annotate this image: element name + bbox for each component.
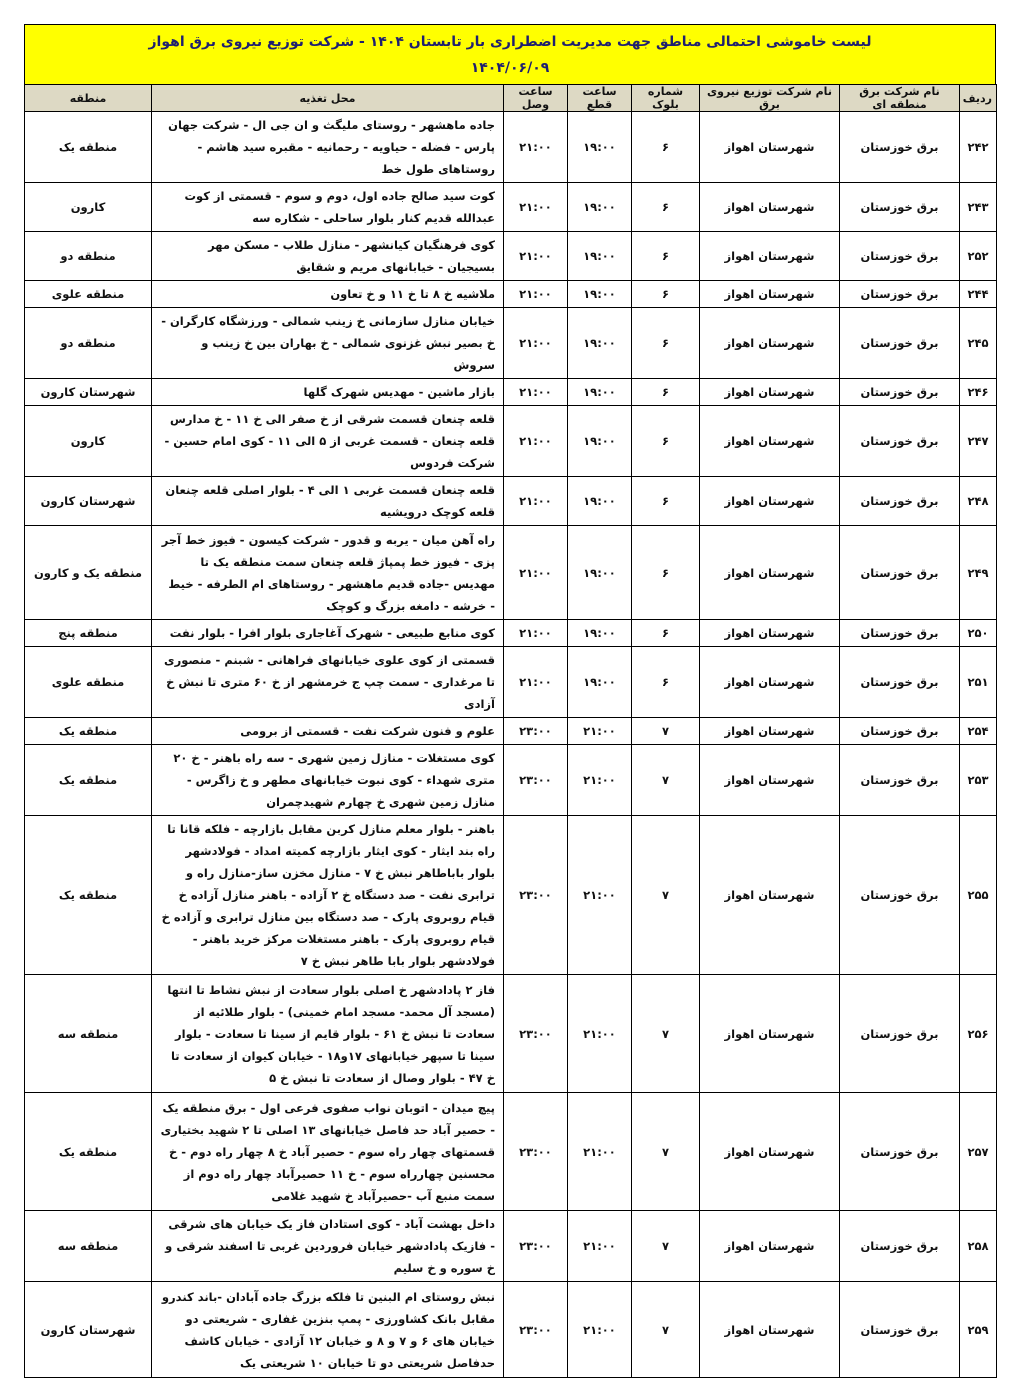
cell-cut-time: ۱۹:۰۰ bbox=[568, 379, 632, 406]
cell-block: ۷ bbox=[632, 1282, 700, 1378]
cell-location: ملاشیه خ ۸ تا خ ۱۱ و خ تعاون bbox=[152, 281, 504, 308]
cell-region: کارون bbox=[25, 183, 152, 232]
cell-regional-company: برق خوزستان bbox=[840, 183, 960, 232]
cell-distribution-company: شهرستان اهواز bbox=[700, 816, 840, 975]
cell-connect-time: ۲۱:۰۰ bbox=[504, 281, 568, 308]
cell-cut-time: ۲۱:۰۰ bbox=[568, 745, 632, 816]
cell-region: منطقه سه bbox=[25, 975, 152, 1093]
cell-distribution-company: شهرستان اهواز bbox=[700, 975, 840, 1093]
cell-location: جاده ماهشهر - روستای ملیگث و ان جی ال - شرکت جهان پارس - فضله - حیاویه - رحمانیه - مقبره سید هاشم - روستاهای طول خط bbox=[152, 112, 504, 183]
cell-location: خیابان منازل سازمانی خ زینب شمالی - ورزشگاه کارگران - خ بصیر نبش غزنوی شمالی - خ بهاران بین خ زینب و سروش bbox=[152, 308, 504, 379]
cell-distribution-company: شهرستان اهواز bbox=[700, 718, 840, 745]
cell-connect-time: ۲۳:۰۰ bbox=[504, 1282, 568, 1378]
cell-regional-company: برق خوزستان bbox=[840, 1211, 960, 1282]
cell-location: قلعه چنعان قسمت غربی ۱ الی ۴ - بلوار اصلی قلعه چنعان قلعه کوچک درویشیه bbox=[152, 477, 504, 526]
cell-row-number: ۲۴۸ bbox=[960, 477, 997, 526]
cell-connect-time: ۲۱:۰۰ bbox=[504, 647, 568, 718]
cell-distribution-company: شهرستان اهواز bbox=[700, 183, 840, 232]
table-row bbox=[25, 718, 997, 745]
cell-cut-time: ۱۹:۰۰ bbox=[568, 308, 632, 379]
cell-block: ۶ bbox=[632, 183, 700, 232]
cell-connect-time: ۲۱:۰۰ bbox=[504, 232, 568, 281]
cell-region: منطقه علوی bbox=[25, 281, 152, 308]
title-line-1: لیست خاموشی احتمالی مناطق جهت مدیریت اضطراری بار تابستان ۱۴۰۴ - شرکت توزیع نیروی برق اهواز bbox=[148, 34, 872, 50]
cell-connect-time: ۲۱:۰۰ bbox=[504, 112, 568, 183]
cell-row-number: ۲۴۹ bbox=[960, 526, 997, 620]
cell-connect-time: ۲۱:۰۰ bbox=[504, 379, 568, 406]
cell-connect-time: ۲۳:۰۰ bbox=[504, 1211, 568, 1282]
cell-row-number: ۲۵۶ bbox=[960, 975, 997, 1093]
cell-regional-company: برق خوزستان bbox=[840, 379, 960, 406]
cell-regional-company: برق خوزستان bbox=[840, 526, 960, 620]
header-block: شماره بلوک bbox=[632, 85, 700, 112]
cell-connect-time: ۲۱:۰۰ bbox=[504, 620, 568, 647]
cell-connect-time: ۲۱:۰۰ bbox=[504, 477, 568, 526]
cell-block: ۶ bbox=[632, 620, 700, 647]
header-row-number: ردیف bbox=[960, 85, 997, 112]
cell-row-number: ۲۵۵ bbox=[960, 816, 997, 975]
cell-distribution-company: شهرستان اهواز bbox=[700, 647, 840, 718]
cell-row-number: ۲۴۷ bbox=[960, 406, 997, 477]
cell-cut-time: ۱۹:۰۰ bbox=[568, 526, 632, 620]
cell-cut-time: ۲۱:۰۰ bbox=[568, 1282, 632, 1378]
cell-distribution-company: شهرستان اهواز bbox=[700, 1211, 840, 1282]
cell-cut-time: ۱۹:۰۰ bbox=[568, 406, 632, 477]
outage-table bbox=[24, 84, 997, 1378]
cell-regional-company: برق خوزستان bbox=[840, 718, 960, 745]
cell-block: ۷ bbox=[632, 1211, 700, 1282]
cell-block: ۷ bbox=[632, 718, 700, 745]
header-regional-company: نام شرکت برق منطقه ای bbox=[840, 85, 960, 112]
cell-location: کوت سید صالح جاده اول، دوم و سوم - قسمتی از کوت عبدالله قدیم کنار بلوار ساحلی - شکاره سه bbox=[152, 183, 504, 232]
cell-cut-time: ۱۹:۰۰ bbox=[568, 281, 632, 308]
cell-row-number: ۲۵۷ bbox=[960, 1093, 997, 1211]
cell-row-number: ۲۴۶ bbox=[960, 379, 997, 406]
table-row bbox=[25, 308, 997, 379]
cell-location: راه آهن میان - یربه و قدور - شرکت کیسون - فیوز خط آجر پزی - فیوز خط پمپاژ قلعه چنعان سمت منطقه یک تا مهدیس -جاده قدیم ماهشهر - روستاهای ام الطرفه - خیط - خرشه - دامغه بزرگ و کوچک bbox=[152, 526, 504, 620]
cell-distribution-company: شهرستان اهواز bbox=[700, 112, 840, 183]
cell-distribution-company: شهرستان اهواز bbox=[700, 308, 840, 379]
cell-location: کوی فرهنگیان کیانشهر - منازل طلاب - مسکن مهر بسیجیان - خیابانهای مریم و شقایق bbox=[152, 232, 504, 281]
cell-cut-time: ۲۱:۰۰ bbox=[568, 1211, 632, 1282]
table-row bbox=[25, 379, 997, 406]
cell-regional-company: برق خوزستان bbox=[840, 620, 960, 647]
table-row bbox=[25, 406, 997, 477]
cell-connect-time: ۲۱:۰۰ bbox=[504, 406, 568, 477]
cell-row-number: ۲۵۱ bbox=[960, 647, 997, 718]
cell-regional-company: برق خوزستان bbox=[840, 1282, 960, 1378]
cell-cut-time: ۲۱:۰۰ bbox=[568, 975, 632, 1093]
cell-region: منطقه یک bbox=[25, 112, 152, 183]
cell-row-number: ۲۵۸ bbox=[960, 1211, 997, 1282]
sheet-title bbox=[24, 24, 996, 84]
cell-connect-time: ۲۳:۰۰ bbox=[504, 975, 568, 1093]
cell-regional-company: برق خوزستان bbox=[840, 647, 960, 718]
cell-regional-company: برق خوزستان bbox=[840, 112, 960, 183]
table-row bbox=[25, 232, 997, 281]
table-row bbox=[25, 816, 997, 975]
cell-region: منطقه یک bbox=[25, 718, 152, 745]
cell-region: منطقه یک bbox=[25, 745, 152, 816]
cell-block: ۷ bbox=[632, 1093, 700, 1211]
cell-distribution-company: شهرستان اهواز bbox=[700, 477, 840, 526]
cell-regional-company: برق خوزستان bbox=[840, 745, 960, 816]
cell-regional-company: برق خوزستان bbox=[840, 477, 960, 526]
cell-regional-company: برق خوزستان bbox=[840, 281, 960, 308]
cell-block: ۶ bbox=[632, 647, 700, 718]
cell-row-number: ۲۴۴ bbox=[960, 281, 997, 308]
cell-block: ۷ bbox=[632, 975, 700, 1093]
cell-distribution-company: شهرستان اهواز bbox=[700, 620, 840, 647]
header-cut-time: ساعت قطع bbox=[568, 85, 632, 112]
cell-region: منطقه یک bbox=[25, 816, 152, 975]
cell-row-number: ۲۵۹ bbox=[960, 1282, 997, 1378]
cell-cut-time: ۲۱:۰۰ bbox=[568, 1093, 632, 1211]
cell-regional-company: برق خوزستان bbox=[840, 975, 960, 1093]
cell-regional-company: برق خوزستان bbox=[840, 406, 960, 477]
cell-location: کوی مستغلات - منازل زمین شهری - سه راه باهنر - خ ۲۰ متری شهداء - کوی نبوت خیابانهای مطهر و خ زاگرس - منازل زمین شهری خ چهارم شهیدچمران bbox=[152, 745, 504, 816]
cell-region: منطقه علوی bbox=[25, 647, 152, 718]
table-row bbox=[25, 281, 997, 308]
cell-row-number: ۲۴۲ bbox=[960, 112, 997, 183]
cell-regional-company: برق خوزستان bbox=[840, 308, 960, 379]
cell-region: منطقه سه bbox=[25, 1211, 152, 1282]
cell-region: منطقه یک و کارون bbox=[25, 526, 152, 620]
table-row bbox=[25, 1282, 997, 1378]
cell-block: ۶ bbox=[632, 308, 700, 379]
cell-regional-company: برق خوزستان bbox=[840, 1093, 960, 1211]
cell-cut-time: ۱۹:۰۰ bbox=[568, 477, 632, 526]
table-row bbox=[25, 647, 997, 718]
cell-regional-company: برق خوزستان bbox=[840, 816, 960, 975]
cell-region: شهرستان کارون bbox=[25, 379, 152, 406]
table-row bbox=[25, 183, 997, 232]
cell-cut-time: ۱۹:۰۰ bbox=[568, 620, 632, 647]
cell-row-number: ۲۴۵ bbox=[960, 308, 997, 379]
cell-distribution-company: شهرستان اهواز bbox=[700, 406, 840, 477]
table-row bbox=[25, 526, 997, 620]
cell-location: باهنر - بلوار معلم منازل کربن مقابل بازارچه - فلکه قانا تا راه بند ایثار - کوی ایثار بازارچه کمیته امداد - فولادشهر بلوار باباطاهر نبش خ ۷ - منازل مخزن ساز-منازل راه و ترابری نفت - صد دستگاه خ ۲ آزاده - باهنر منازل آزاده خ قیام روبروی پارک - صد دستگاه بین منازل ترابری و آزاده خ قیام روبروی پارک - باهنر مستغلات مرکز خرید باهنر - فولادشهر بلوار بابا طاهر نبش خ ۷ bbox=[152, 816, 504, 975]
table-row bbox=[25, 477, 997, 526]
cell-region: کارون bbox=[25, 406, 152, 477]
header-region: منطقه bbox=[25, 85, 152, 112]
header-distribution-company: نام شرکت توزیع نیروی برق bbox=[700, 85, 840, 112]
cell-connect-time: ۲۳:۰۰ bbox=[504, 816, 568, 975]
cell-connect-time: ۲۱:۰۰ bbox=[504, 183, 568, 232]
title-date: ۱۴۰۴/۰۶/۰۹ bbox=[470, 60, 550, 76]
cell-location: فاز ۲ پادادشهر خ اصلی بلوار سعادت از نبش نشاط تا انتها (مسجد آل محمد- مسجد امام خمینی) - بلوار طلائیه از سعادت تا نبش خ ۶۱ - بلوار قایم از سینا تا سعادت - بلوار سینا تا سپهر خیابانهای ۱۷و۱۸ - خیابان کیوان از سعادت تا خ ۴۷ - بلوار وصال از سعادت تا نبش خ ۵ bbox=[152, 975, 504, 1093]
cell-row-number: ۲۴۳ bbox=[960, 183, 997, 232]
cell-region: منطقه پنج bbox=[25, 620, 152, 647]
cell-distribution-company: شهرستان اهواز bbox=[700, 745, 840, 816]
cell-cut-time: ۱۹:۰۰ bbox=[568, 183, 632, 232]
cell-distribution-company: شهرستان اهواز bbox=[700, 281, 840, 308]
cell-location: بازار ماشین - مهدیس شهرک گلها bbox=[152, 379, 504, 406]
cell-cut-time: ۱۹:۰۰ bbox=[568, 112, 632, 183]
cell-block: ۶ bbox=[632, 406, 700, 477]
cell-distribution-company: شهرستان اهواز bbox=[700, 232, 840, 281]
cell-location: قلعه چنعان قسمت شرقی از خ صفر الی خ ۱۱ - خ مدارس قلعه چنعان - قسمت غربی از ۵ الی ۱۱ - کوی امام حسین - شرکت فردوس bbox=[152, 406, 504, 477]
cell-block: ۶ bbox=[632, 232, 700, 281]
table-row bbox=[25, 112, 997, 183]
cell-block: ۷ bbox=[632, 816, 700, 975]
cell-block: ۶ bbox=[632, 112, 700, 183]
table-row bbox=[25, 1093, 997, 1211]
cell-block: ۶ bbox=[632, 281, 700, 308]
cell-region: منطقه دو bbox=[25, 232, 152, 281]
cell-location: قسمتی از کوی علوی خیابانهای فراهانی - شبنم - منصوری تا مرغداری - سمت چپ ج خرمشهر از خ ۶۰ متری تا نبش خ آزادی bbox=[152, 647, 504, 718]
cell-location: علوم و فنون شرکت نفت - قسمتی از برومی bbox=[152, 718, 504, 745]
cell-location: داخل بهشت آباد - کوی استادان فاز یک خیابان های شرقی - فازیک پادادشهر خیابان فروردین غربی تا اسفند شرقی و خ سوره و خ سلیم bbox=[152, 1211, 504, 1282]
cell-cut-time: ۱۹:۰۰ bbox=[568, 232, 632, 281]
cell-distribution-company: شهرستان اهواز bbox=[700, 379, 840, 406]
cell-row-number: ۲۵۲ bbox=[960, 232, 997, 281]
cell-block: ۶ bbox=[632, 379, 700, 406]
cell-connect-time: ۲۱:۰۰ bbox=[504, 308, 568, 379]
cell-row-number: ۲۵۳ bbox=[960, 745, 997, 816]
cell-region: شهرستان کارون bbox=[25, 1282, 152, 1378]
cell-block: ۷ bbox=[632, 745, 700, 816]
table-row bbox=[25, 1211, 997, 1282]
header-connect-time: ساعت وصل bbox=[504, 85, 568, 112]
cell-regional-company: برق خوزستان bbox=[840, 232, 960, 281]
cell-block: ۶ bbox=[632, 477, 700, 526]
table-row bbox=[25, 620, 997, 647]
cell-cut-time: ۱۹:۰۰ bbox=[568, 647, 632, 718]
cell-cut-time: ۲۱:۰۰ bbox=[568, 816, 632, 975]
header-location: محل تغذیه bbox=[152, 85, 504, 112]
cell-region: منطقه دو bbox=[25, 308, 152, 379]
cell-region: منطقه یک bbox=[25, 1093, 152, 1211]
table-row bbox=[25, 975, 997, 1093]
cell-location: پیچ میدان - اتوبان نواب صفوی فرعی اول - برق منطقه یک - حصیر آباد حد فاصل خیابانهای ۱۳ اصلی تا ۲ شهید بختیاری قسمتهای چهار راه سوم - حصیر آباد خ ۸ چهار راه دوم - خ محسنین چهارراه سوم - خ ۱۱ حصیرآباد چهار راه دوم از سمت منبع آب -حصیرآباد خ شهید غلامی bbox=[152, 1093, 504, 1211]
cell-connect-time: ۲۳:۰۰ bbox=[504, 745, 568, 816]
cell-location: کوی منابع طبیعی - شهرک آغاجاری بلوار افرا - بلوار نفت bbox=[152, 620, 504, 647]
cell-distribution-company: شهرستان اهواز bbox=[700, 526, 840, 620]
cell-row-number: ۲۵۴ bbox=[960, 718, 997, 745]
cell-location: نبش روستای ام البنین تا فلکه بزرگ جاده آبادان -باند کندرو مقابل بانک کشاورزی - پمپ بنزین غفاری - شریعتی دو خیابان های ۶ و ۷ و ۸ و خیابان ۱۲ آزادی - خیابان کاشف حدفاصل شریعتی دو تا خیابان ۱۰ شریعتی یک bbox=[152, 1282, 504, 1378]
outage-sheet bbox=[24, 24, 996, 1378]
cell-distribution-company: شهرستان اهواز bbox=[700, 1093, 840, 1211]
cell-connect-time: ۲۱:۰۰ bbox=[504, 526, 568, 620]
cell-cut-time: ۲۱:۰۰ bbox=[568, 718, 632, 745]
table-header-row bbox=[25, 85, 997, 112]
cell-block: ۶ bbox=[632, 526, 700, 620]
cell-distribution-company: شهرستان اهواز bbox=[700, 1282, 840, 1378]
cell-region: شهرستان کارون bbox=[25, 477, 152, 526]
cell-row-number: ۲۵۰ bbox=[960, 620, 997, 647]
cell-connect-time: ۲۳:۰۰ bbox=[504, 718, 568, 745]
cell-connect-time: ۲۳:۰۰ bbox=[504, 1093, 568, 1211]
table-row bbox=[25, 745, 997, 816]
